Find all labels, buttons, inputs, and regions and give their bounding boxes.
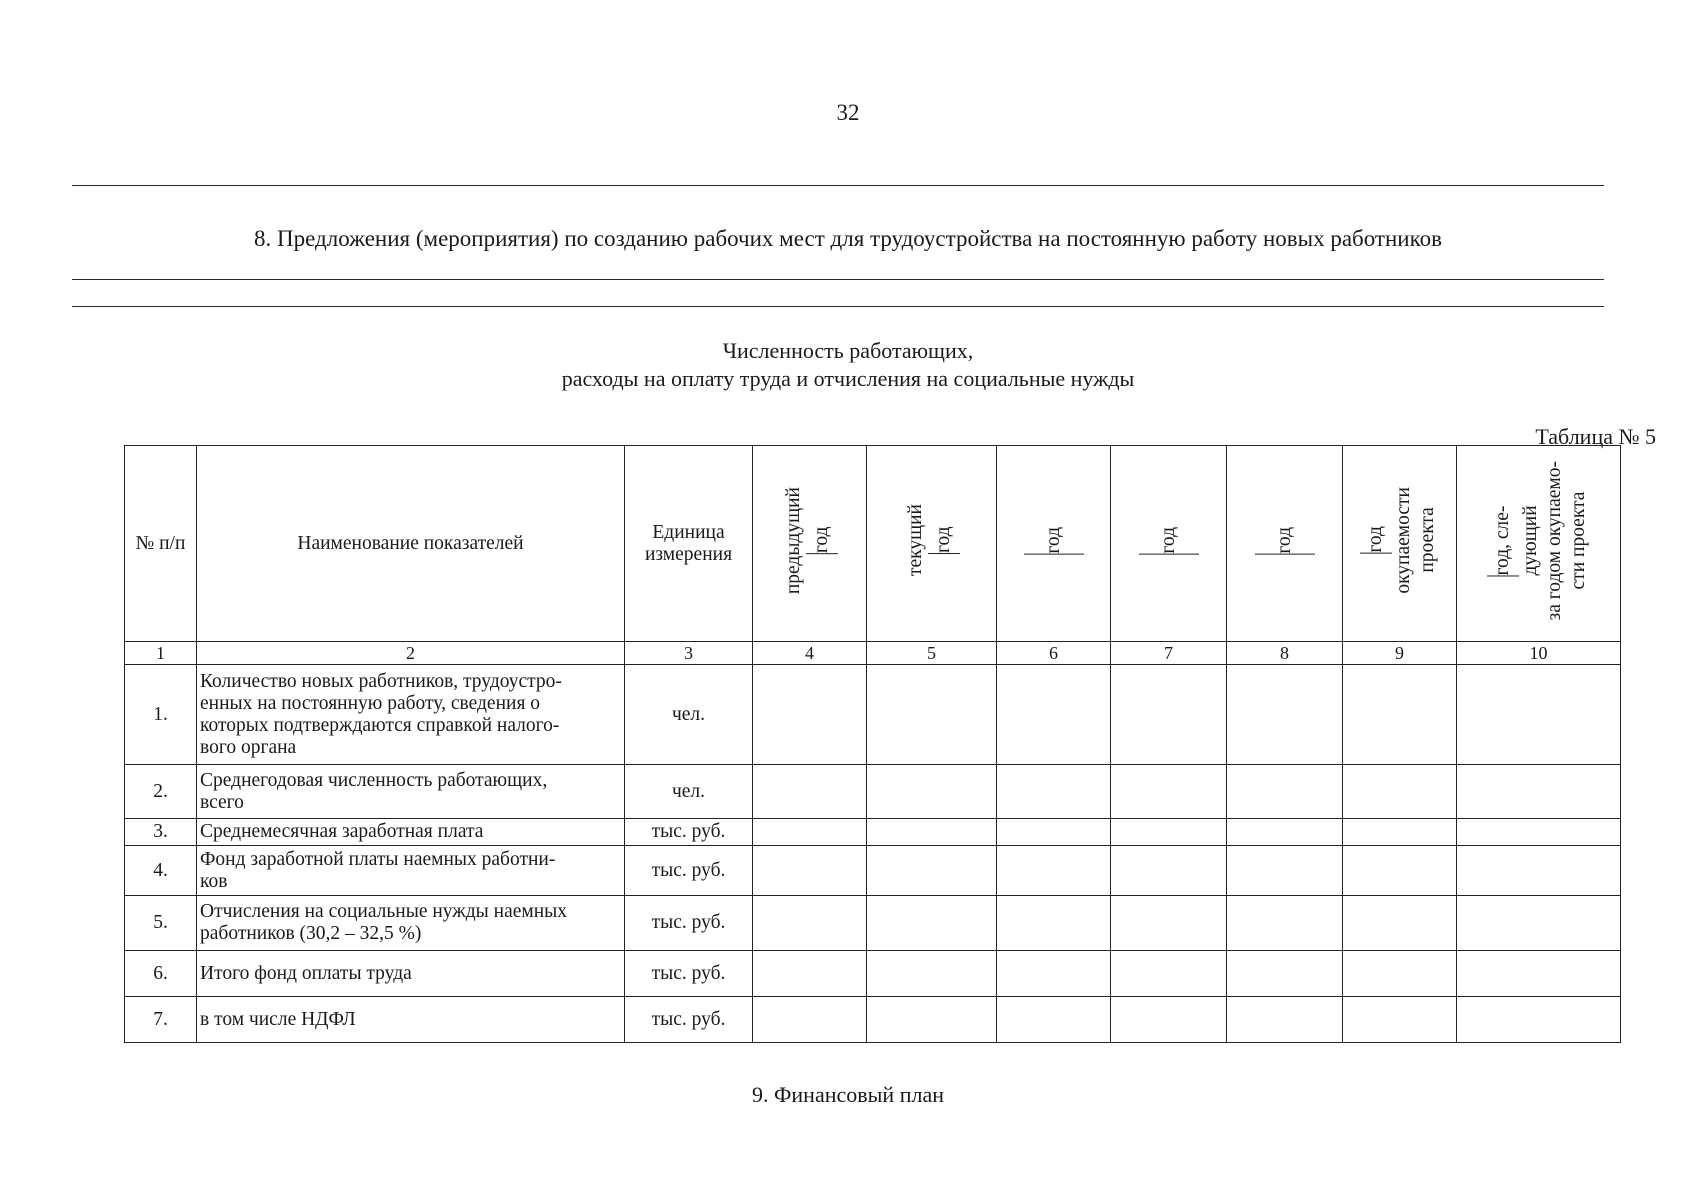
row-unit: чел. <box>625 665 753 765</box>
input-cell[interactable] <box>867 665 997 765</box>
input-cell[interactable] <box>1227 951 1343 997</box>
header-year-7-label: год <box>1157 526 1179 554</box>
header-payback-line3: проекта <box>1416 507 1438 574</box>
header-payback-year <box>1343 446 1457 642</box>
header-next-line1: год, сле- <box>1491 505 1513 575</box>
header-current-year-line2: год <box>932 526 954 554</box>
table-row <box>125 896 1621 951</box>
header-next-year <box>1457 446 1621 642</box>
row-name-line: Количество новых работников, трудоустро- <box>200 670 562 692</box>
table-row <box>125 819 1621 846</box>
row-num: 7. <box>125 997 197 1043</box>
column-number-row <box>125 642 1621 665</box>
input-cell[interactable] <box>1111 951 1227 997</box>
input-cell[interactable] <box>1457 665 1621 765</box>
input-cell[interactable] <box>1457 765 1621 819</box>
input-cell[interactable] <box>867 846 997 896</box>
header-payback-line2: окупаемости <box>1392 487 1414 594</box>
row-unit: тыс. руб. <box>625 846 753 896</box>
table-row <box>125 997 1621 1043</box>
row-name-line: ков <box>200 870 228 892</box>
input-cell[interactable] <box>753 846 867 896</box>
input-cell[interactable] <box>867 896 997 951</box>
input-cell[interactable] <box>1457 951 1621 997</box>
row-num: 1. <box>125 665 197 765</box>
row-unit: тыс. руб. <box>625 997 753 1043</box>
row-name-line: всего <box>200 791 244 813</box>
input-cell[interactable] <box>1111 846 1227 896</box>
column-number: 1 <box>125 642 197 665</box>
input-cell[interactable] <box>1343 819 1457 846</box>
row-name <box>197 665 625 765</box>
input-cell[interactable] <box>1227 665 1343 765</box>
row-name-line: работников (30,2 – 32,5 %) <box>200 923 422 944</box>
input-cell[interactable] <box>1111 896 1227 951</box>
row-name-line: Среднемесячная заработная плата <box>200 821 484 842</box>
input-cell[interactable] <box>997 819 1111 846</box>
page-number: 32 <box>836 100 860 125</box>
column-number: 9 <box>1343 642 1457 665</box>
input-cell[interactable] <box>1227 896 1343 951</box>
row-name <box>197 896 625 951</box>
row-name-line: Итого фонд оплаты труда <box>200 962 412 984</box>
row-name <box>197 819 625 846</box>
input-cell[interactable] <box>1111 997 1227 1043</box>
row-name <box>197 846 625 896</box>
column-number: 10 <box>1457 642 1621 665</box>
input-cell[interactable] <box>867 951 997 997</box>
input-cell[interactable] <box>867 765 997 819</box>
input-cell[interactable] <box>867 997 997 1043</box>
input-cell[interactable] <box>1343 951 1457 997</box>
row-name-line: вого органа <box>200 736 297 758</box>
header-num: № п/п <box>125 446 197 642</box>
header-year-6 <box>997 446 1111 642</box>
row-name <box>197 997 625 1043</box>
header-current-year-line1: текущий <box>904 504 926 577</box>
input-cell[interactable] <box>753 765 867 819</box>
input-cell[interactable] <box>1343 765 1457 819</box>
row-name-line: в том числе НДФЛ <box>200 1008 356 1030</box>
header-next-line4: сти проекта <box>1567 491 1589 590</box>
header-prev-year-line2: год <box>810 526 832 554</box>
input-cell[interactable] <box>753 896 867 951</box>
header-unit <box>625 446 753 642</box>
input-cell[interactable] <box>753 997 867 1043</box>
header-unit-line1: Единица <box>652 521 725 543</box>
header-year-7 <box>1111 446 1227 642</box>
row-name-line: Отчисления на социальные нужды наемных <box>200 901 568 922</box>
header-year-8 <box>1227 446 1343 642</box>
column-number: 2 <box>197 642 625 665</box>
section-9-title: 9. Финансовый план <box>752 1082 944 1107</box>
table-row <box>125 665 1621 765</box>
input-cell[interactable] <box>1457 896 1621 951</box>
column-number: 8 <box>1227 642 1343 665</box>
section-8-title: 8. Предложения (мероприятия) по созданию рабочих мест для трудоустройства на постоянную работу новых работников <box>254 226 1442 251</box>
input-cell[interactable] <box>1111 665 1227 765</box>
column-number: 3 <box>625 642 753 665</box>
input-cell[interactable] <box>997 846 1111 896</box>
row-unit: тыс. руб. <box>625 819 753 846</box>
table-row <box>125 765 1621 819</box>
header-year-6-label: год <box>1042 526 1064 554</box>
input-cell[interactable] <box>1227 997 1343 1043</box>
header-next-line2: дующий <box>1519 505 1541 576</box>
input-cell[interactable] <box>1111 819 1227 846</box>
input-cell[interactable] <box>997 765 1111 819</box>
input-cell[interactable] <box>1111 765 1227 819</box>
input-cell[interactable] <box>1343 997 1457 1043</box>
input-cell[interactable] <box>1343 665 1457 765</box>
horizontal-rule <box>72 306 1604 307</box>
column-number: 7 <box>1111 642 1227 665</box>
workforce-table <box>124 445 1621 1043</box>
input-cell[interactable] <box>753 951 867 997</box>
table-row <box>125 846 1621 896</box>
header-current-year <box>867 446 997 642</box>
row-unit: чел. <box>625 765 753 819</box>
row-name <box>197 951 625 997</box>
input-cell[interactable] <box>997 951 1111 997</box>
input-cell[interactable] <box>1227 765 1343 819</box>
input-cell[interactable] <box>1343 896 1457 951</box>
header-next-line3: за годом окупаемо- <box>1543 460 1565 621</box>
table-title-line2: расходы на оплату труда и отчисления на социальные нужды <box>561 366 1135 391</box>
table-title <box>0 337 1696 393</box>
row-num: 5. <box>125 896 197 951</box>
header-prev-year-line1: предыдущий <box>782 486 804 595</box>
column-number: 5 <box>867 642 997 665</box>
horizontal-rule <box>72 185 1604 186</box>
row-num: 2. <box>125 765 197 819</box>
row-num: 4. <box>125 846 197 896</box>
input-cell[interactable] <box>997 896 1111 951</box>
column-number: 6 <box>997 642 1111 665</box>
row-unit: тыс. руб. <box>625 951 753 997</box>
header-payback-line1: год <box>1364 526 1386 554</box>
header-prev-year <box>753 446 867 642</box>
row-num: 6. <box>125 951 197 997</box>
header-year-8-label: год <box>1273 526 1295 554</box>
header-row <box>125 446 1621 642</box>
input-cell[interactable] <box>1457 819 1621 846</box>
input-cell[interactable] <box>753 665 867 765</box>
input-cell[interactable] <box>753 819 867 846</box>
row-name-line: Среднегодовая численность работающих, <box>200 769 548 791</box>
table-label: Таблица № 5 <box>1535 424 1656 449</box>
row-num: 3. <box>125 819 197 846</box>
row-name-line: енных на постоянную работу, сведения о <box>200 692 541 714</box>
row-unit: тыс. руб. <box>625 896 753 951</box>
input-cell[interactable] <box>1227 846 1343 896</box>
header-name: Наименование показателей <box>197 446 625 642</box>
input-cell[interactable] <box>867 819 997 846</box>
horizontal-rule <box>72 279 1604 280</box>
row-name <box>197 765 625 819</box>
row-name-line: Фонд заработной платы наемных работни- <box>200 848 556 870</box>
row-name-line: которых подтверждаются справкой налого- <box>200 714 560 736</box>
table-row <box>125 951 1621 997</box>
input-cell[interactable] <box>997 997 1111 1043</box>
input-cell[interactable] <box>997 665 1111 765</box>
table-title-line1: Численность работающих, <box>722 338 974 363</box>
input-cell[interactable] <box>1343 846 1457 896</box>
column-number: 4 <box>753 642 867 665</box>
input-cell[interactable] <box>1457 997 1621 1043</box>
header-unit-line2: измерения <box>644 543 733 565</box>
input-cell[interactable] <box>1227 819 1343 846</box>
input-cell[interactable] <box>1457 846 1621 896</box>
